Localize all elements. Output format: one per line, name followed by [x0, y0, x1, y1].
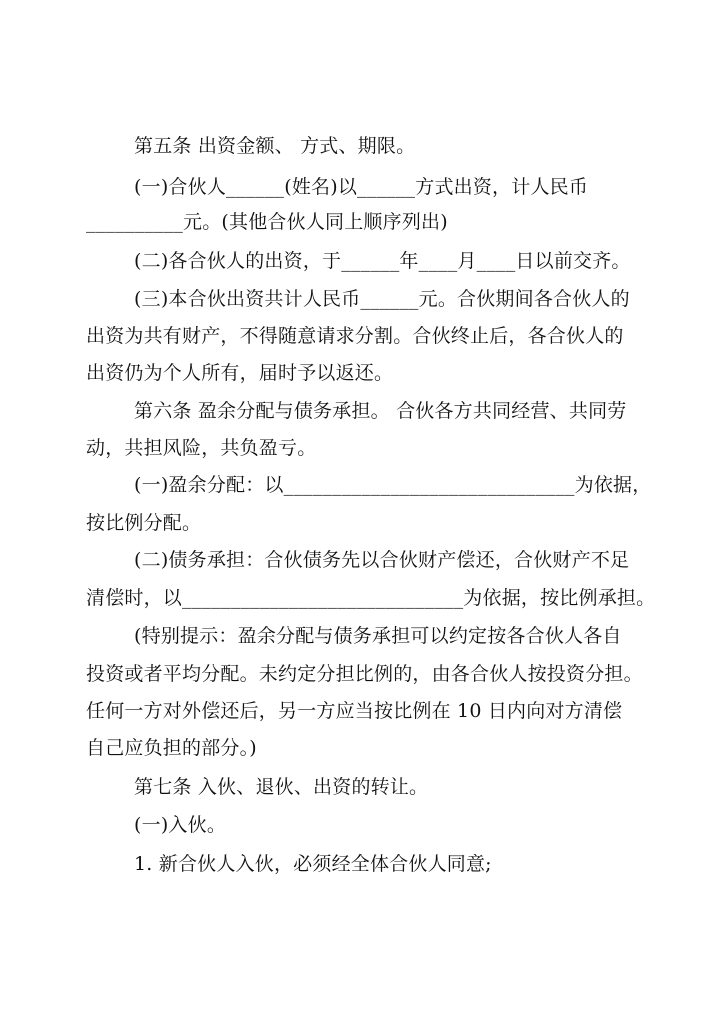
paragraph-line: __________元。(其他合伙人同上顺序列出)	[86, 211, 448, 233]
section-heading: (一)入伙。	[134, 814, 227, 836]
paragraph-line: 清偿时，以_____________________________为依据，按比例承担。	[86, 587, 656, 609]
paragraph-line: 出资为共有财产，不得随意请求分割。合伙终止后，各合伙人的	[86, 325, 624, 347]
article-7-heading: 第七条 入伙、退伙、出资的转让。	[134, 776, 429, 798]
note-paragraph-line: 投资或者平均分配。未约定分担比例的，由各合伙人按投资分担。	[86, 663, 643, 685]
paragraph-line: (二)各合伙人的出资，于______年____月____日以前交齐。	[134, 250, 631, 272]
paragraph-line: (二)债务承担：合伙债务先以合伙财产偿还，合伙财产不足	[134, 549, 630, 571]
paragraph-line: (一)盈余分配：以______________________________为依据，	[134, 474, 652, 496]
list-item: 1. 新合伙人入伙，必须经全体合伙人同意;	[134, 853, 492, 875]
paragraph-line: 动，共担风险，共负盈亏。	[86, 437, 317, 459]
note-paragraph-line: 自己应负担的部分。)	[86, 737, 257, 759]
paragraph-line: 出资仍为个人所有，届时予以返还。	[86, 362, 394, 384]
note-paragraph-line: (特别提示：盈余分配与债务承担可以约定按各合伙人各自	[134, 625, 622, 647]
article-6-heading: 第六条 盈余分配与债务承担。 合伙各方共同经营、共同劳	[134, 400, 627, 422]
article-5-heading: 第五条 出资金额、 方式、期限。	[134, 135, 416, 157]
paragraph-line: (一)合伙人______(姓名)以______方式出资，计人民币	[134, 176, 589, 198]
paragraph-line: 按比例分配。	[86, 512, 202, 534]
paragraph-line: (三)本合伙出资共计人民币______元。合伙期间各合伙人的	[134, 288, 630, 310]
note-paragraph-line: 任何一方对外偿还后，另一方应当按比例在 10 日内向对方清偿	[86, 700, 623, 722]
